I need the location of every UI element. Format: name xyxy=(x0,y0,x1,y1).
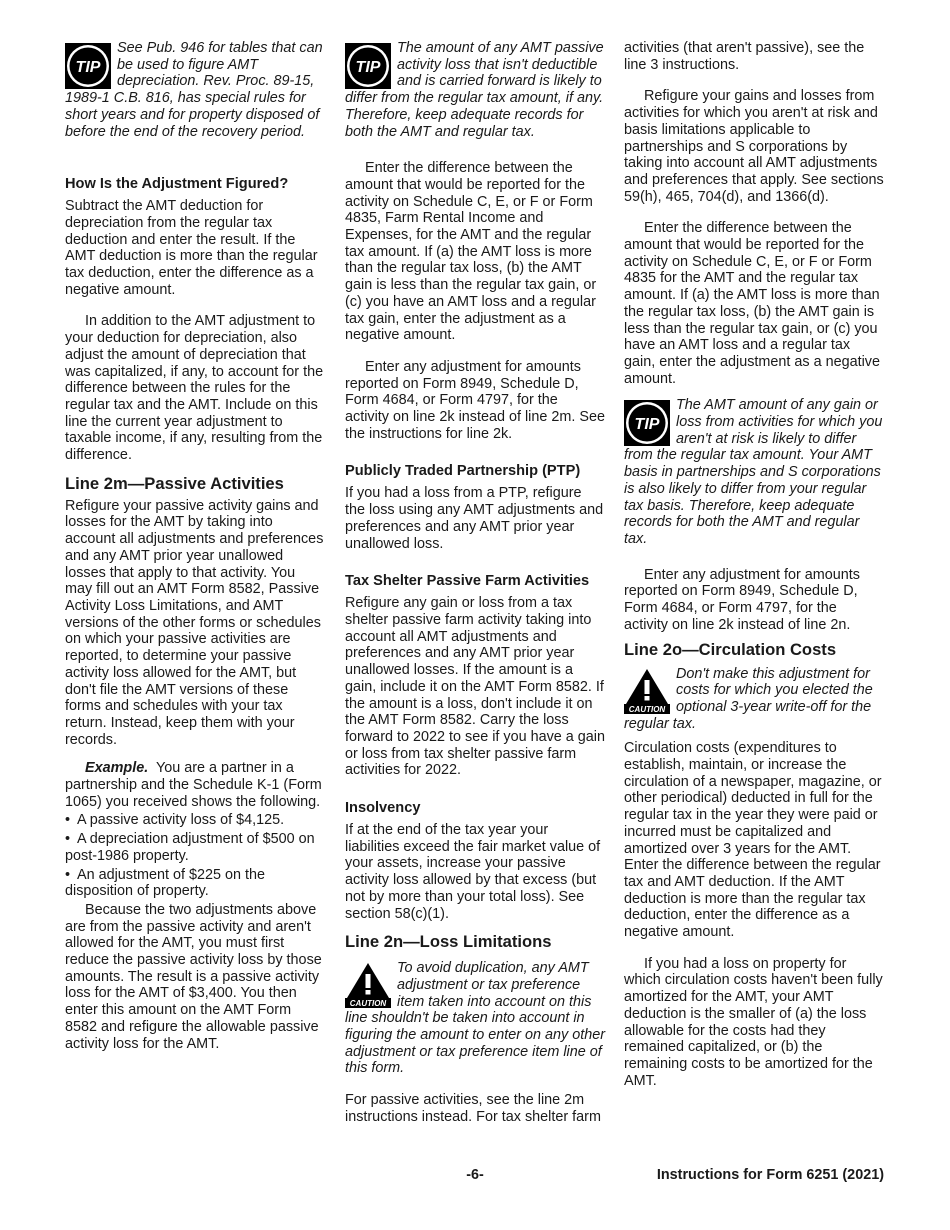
heading-tax-shelter: Tax Shelter Passive Farm Activities xyxy=(345,573,590,590)
tip-text: The AMT amount of any gain or loss from activities for which you aren't at risk is likely to differ from the regular tax amount. Your AMT basis in partnerships and S corporations is also likely to differ from your regular tax basis. Therefore, keep adequate records for both the AMT and regular tax. xyxy=(624,397,883,547)
bullet-text: A depreciation adjustment of $500 on post-1986 property. xyxy=(65,831,315,864)
tip-text: See Pub. 946 for tables that can be used to figure AMT depreciation. Rev. Proc. 89-15, 1989-1 C.B. 816, has special rules for short years and for property disposed of before the end of the recovery period. xyxy=(65,40,323,140)
bullet-icon: • xyxy=(65,812,71,829)
paragraph: Circulation costs (expenditures to establish, maintain, or increase the circulation of a newspaper, magazine, or other periodical) deducted in full for the regular tax in the year they were paid or incurred must be capitalized and amortized over 3 years for the AMT. Enter the difference between the regular tax and AMT deduction. If the AMT deduction is more than the regular tax deduction, enter the difference as a negative amount. xyxy=(624,740,882,941)
bullet-item xyxy=(65,812,325,829)
heading-insolvency: Insolvency xyxy=(345,800,421,817)
bullet-text: An adjustment of $225 on the disposition of property. xyxy=(65,866,266,900)
paragraph: Refigure your gains and losses from activities for which you aren't at risk and basis limitations applicable to partnerships and S corporations by taking into account all AMT adjustments and preferences that apply. See sections 59(h), 465, 704(d), and 1366(d). xyxy=(624,88,884,205)
heading-adjustment-figured: How Is the Adjustment Figured? xyxy=(65,176,289,193)
caution-text: Don't make this adjustment for costs for which you elected the optional 3-year write-off for the regular tax. xyxy=(624,665,873,732)
paragraph: Refigure any gain or loss from a tax shelter passive farm activity taking into account all AMT adjustments and preferences and any AMT prior year unallowed losses. If the amount is a gain, include it on the AMT Form 8582. If the amount is a loss, don't include it on the AMT Form 8582. Carry the loss forward to 2022 to see if you have a gain or loss from tax shelter passive farm activities for 2022. xyxy=(345,595,606,779)
caution-icon xyxy=(624,668,670,714)
form-title-footer: Instructions for Form 6251 (2021) xyxy=(656,1167,884,1183)
paragraph: Subtract the AMT deduction for depreciation from the regular tax deduction and enter the result. If the AMT deduction is more than the regular tax deduction, enter the difference as a negative amount. xyxy=(65,198,318,298)
tip-icon xyxy=(65,43,111,89)
tip-text: The amount of any AMT passive activity loss that isn't deductible and is carried forward is likely to differ from the regular tax amount, if any. Therefore, keep adequate records for both the AMT and regular tax. xyxy=(345,40,604,140)
paragraph: Because the two adjustments above are from the passive activity and aren't allowed for the AMT, you must first reduce the passive activity loss by those amounts. The result is a passive activity loss for the AMT of $3,400. You then enter this amount on the AMT Form 8582 and refigure the allowable passive activity loss for the AMT. xyxy=(65,901,322,1052)
tip-icon xyxy=(624,400,670,446)
page-number: -6- xyxy=(466,1167,484,1183)
tip-icon xyxy=(345,43,391,89)
paragraph: Enter any adjustment for amounts reported on Form 8949, Schedule D, Form 4684, or Form 4797, for the activity on line 2k instead of line 2m. See the instructions for line 2k. xyxy=(345,358,605,442)
column-1 xyxy=(65,40,325,1067)
example-paragraph xyxy=(65,760,325,810)
tip-note xyxy=(345,40,605,140)
paragraph: Refigure your passive activity gains and losses for the AMT by taking into account all adjustments and preferences and any AMT prior year unallowed losses that apply to that activity. You may fill out an AMT Form 8582, Passive Activity Loss Limitations, and AMT versions of the other forms or schedules on which your passive activities are reported, to determine your passive activity loss allowed for the AMT, but don't file the AMT versions of these forms and schedules with your tax return. Instead, keep them with your records. xyxy=(65,497,324,748)
caution-note xyxy=(345,960,605,1077)
heading-line-2o: Line 2o—Circulation Costs xyxy=(624,639,837,659)
paragraph: If you had a loss from a PTP, refigure the loss using any AMT adjustments and preferences and any AMT prior year unallowed loss. xyxy=(345,485,604,552)
bullet-text: A passive activity loss of $4,125. xyxy=(77,812,285,829)
column-3 xyxy=(624,40,884,1104)
tip-note xyxy=(624,397,884,547)
column-2 xyxy=(345,40,605,1141)
caution-icon xyxy=(345,962,391,1008)
heading-ptp: Publicly Traded Partnership (PTP) xyxy=(345,463,581,480)
tip-note xyxy=(65,40,325,140)
svg-text:TIP: TIP xyxy=(75,59,101,76)
bullet-item xyxy=(65,831,325,864)
caution-text: To avoid duplication, any AMT adjustment or tax preference item taken into account on this line shouldn't be taken into account in figuring the amount to enter on any other adjustment or tax preference item line of this form. xyxy=(345,960,606,1077)
bullet-item xyxy=(65,867,325,900)
paragraph: If at the end of the tax year your liabilities exceed the fair market value of your assets, increase your passive activity loss allowed by that excess (but not by more than your total loss). See section 58(c)(1). xyxy=(345,822,601,922)
example-label: Example. xyxy=(85,760,149,777)
bullet-icon: • xyxy=(65,866,71,883)
paragraph: activities (that aren't passive), see the line 3 instructions. xyxy=(624,40,865,73)
paragraph: Enter any adjustment for amounts reported on Form 8949, Schedule D, Form 4684, or Form 4797, for the activity on line 2k instead of line 2n. xyxy=(624,566,860,633)
paragraph: Enter the difference between the amount that would be reported for the activity on Schedule C, E, or F or Form 4835, Farm Rental Income and Expenses, for the AMT and the regular tax amount. If (a) the AMT loss is more than the regular tax loss, (b) the AMT gain is less than the regular tax gain, or (c) you have an AMT loss and a regular tax gain, enter the adjustment as a negative amount. xyxy=(345,160,597,344)
bullet-icon: • xyxy=(65,831,71,848)
svg-text:CAUTION: CAUTION xyxy=(628,704,666,714)
paragraph: For passive activities, see the line 2m instructions instead. For tax shelter farm xyxy=(345,1092,601,1125)
heading-line-2m: Line 2m—Passive Activities xyxy=(65,473,284,493)
svg-text:CAUTION: CAUTION xyxy=(349,999,387,1009)
example-text: You are a partner in a partnership and the Schedule K-1 (Form 1065) you received shows the following. xyxy=(65,760,322,810)
svg-text:TIP: TIP xyxy=(634,416,660,434)
paragraph: If you had a loss on property for which circulation costs haven't been fully amortized for the AMT, your AMT deduction is the smaller of (a) the loss allowable for the costs had they remained capitalized, or (b) the remaining costs to be amortized for the AMT. xyxy=(624,955,883,1089)
paragraph: Enter the difference between the amount that would be reported for the activity on Schedule C, E, or F or Form 4835 for the AMT and the regular tax amount. If (a) the AMT loss is more than the regular tax loss, (b) the AMT gain is less than the regular tax gain, or (c) you have an AMT loss and a regular tax gain, enter the adjustment as a negative amount. xyxy=(624,220,881,387)
caution-note xyxy=(624,666,884,733)
svg-text:TIP: TIP xyxy=(355,59,381,76)
paragraph: In addition to the AMT adjustment to your deduction for depreciation, also adjust the amount of depreciation that was capitalized, if any, to account for the difference between the rules for the regular tax and the AMT. Include on this line the current year adjustment to taxable income, if any, resulting from the difference. xyxy=(65,313,324,464)
heading-line-2n: Line 2n—Loss Limitations xyxy=(345,932,552,952)
